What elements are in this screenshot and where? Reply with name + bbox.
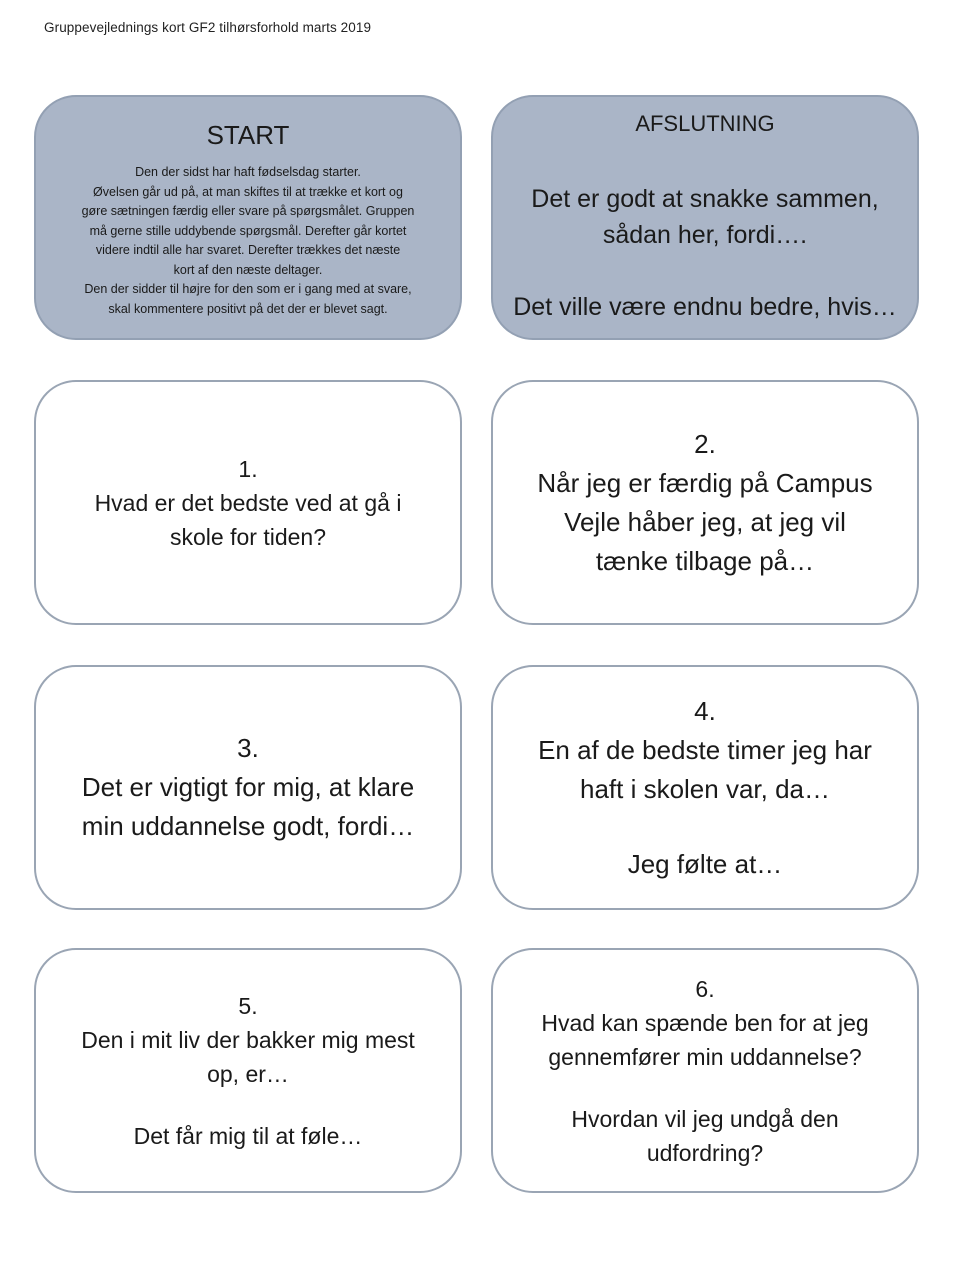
card-text: skole for tiden? (170, 523, 326, 550)
afslutning-line: Det er godt at snakke sammen, (531, 184, 879, 213)
afslutning-card (491, 95, 919, 340)
card-text: Det er vigtigt for mig, at klare (81, 772, 415, 802)
card-text: Hvad er det bedste ved at gå i (94, 489, 402, 516)
card-text: haft i skolen var, da… (579, 773, 831, 804)
start-line: Den der sidder til højre for den som er i gang med at svare, (84, 282, 412, 296)
card-text: Når jeg er færdig på Campus (537, 467, 873, 498)
start-title: START (206, 120, 290, 150)
start-instructions (64, 163, 433, 319)
question-card-6 (491, 948, 919, 1193)
card-text: Hvad kan spænde ben for at jeg (541, 1009, 869, 1036)
page-header: Gruppevejlednings kort GF2 tilhørsforhold marts 2019 (44, 20, 372, 35)
question-card-2 (491, 380, 919, 625)
question-card-1 (34, 380, 462, 625)
start-line: skal kommentere positivt på det der er blevet sagt. (108, 301, 388, 316)
card-text: udfordring? (646, 1139, 764, 1166)
question-card-5 (34, 948, 462, 1193)
start-line: kort af den næste deltager. (173, 262, 323, 277)
card-text: op, er… (207, 1060, 289, 1087)
card-text: Jeg følte at… (627, 848, 783, 879)
afslutning-title: AFSLUTNING (635, 110, 775, 136)
card-text: min uddannelse godt, fordi… (81, 811, 415, 841)
card-text: Vejle håber jeg, at jeg vil (564, 506, 846, 537)
question-card-4 (491, 665, 919, 910)
start-line: videre indtil alle har svaret. Derefter trækkes det næste (95, 243, 401, 257)
afslutning-line: sådan her, fordi…. (602, 220, 808, 249)
card-number: 2. (694, 428, 716, 459)
card-number: 4. (694, 695, 716, 726)
card-number: 6. (695, 975, 715, 1002)
card-text: En af de bedste timer jeg har (538, 734, 872, 765)
card-number: 3. (237, 733, 259, 763)
card-number: 5. (238, 992, 258, 1019)
start-line: må gerne stille uddybende spørgsmål. Derefter går kortet (89, 223, 407, 238)
card-text: Den i mit liv der bakker mig mest (81, 1026, 415, 1053)
card-text: Det får mig til at føle… (133, 1122, 363, 1149)
card-text: Hvordan vil jeg undgå den (571, 1105, 839, 1132)
start-line: gøre sætningen færdig eller svare på spørgsmålet. Gruppen (81, 204, 415, 218)
start-line: Den der sidst har haft fødselsdag starter. (135, 165, 361, 179)
card-text: gennemfører min uddannelse? (548, 1043, 862, 1070)
question-card-3 (34, 665, 462, 910)
card-text: tænke tilbage på… (595, 545, 815, 576)
start-card (34, 95, 462, 340)
start-line: Øvelsen går ud på, at man skiftes til at trække et kort og (93, 184, 403, 199)
afslutning-line: Det ville være endnu bedre, hvis… (513, 292, 897, 321)
card-number: 1. (238, 455, 258, 482)
